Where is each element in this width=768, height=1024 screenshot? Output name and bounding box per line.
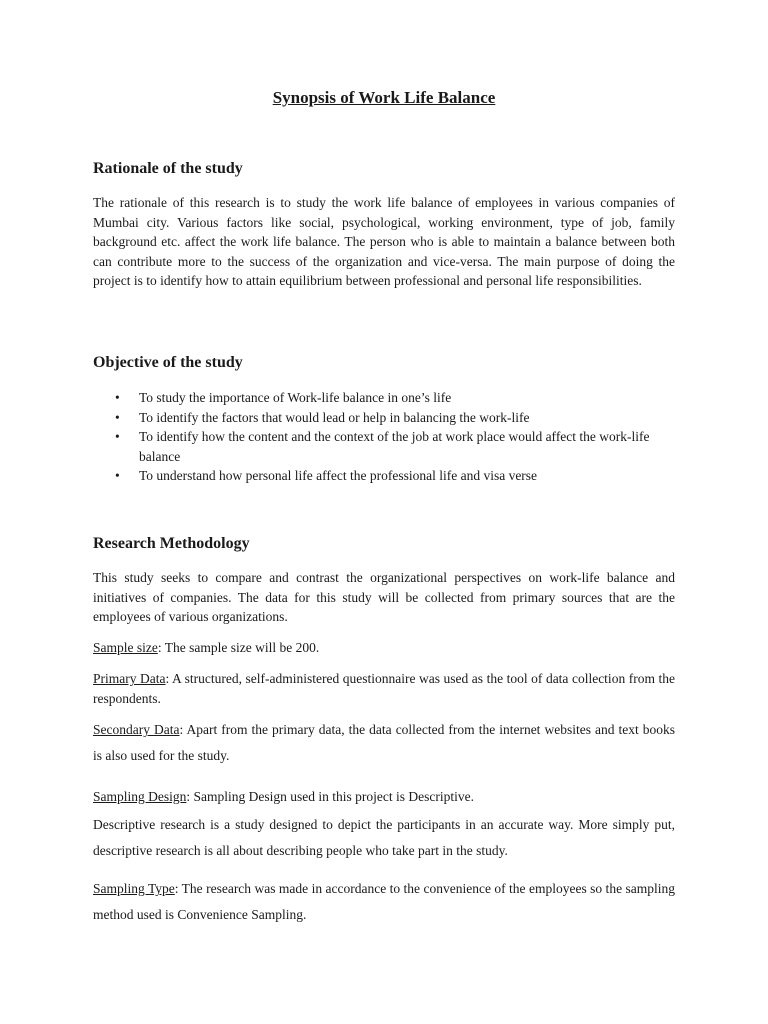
primary-data-label: Primary Data (93, 671, 166, 686)
objective-item-text: To identify the factors that would lead or help in balancing the work-life (139, 409, 530, 425)
descriptive-research-paragraph: Descriptive research is a study designed to depict the participants in an accurate way. More simply put, descriptive research is all about describing people who take part in the study. (93, 817, 675, 858)
sample-size-text: : The sample size will be 200. (157, 640, 320, 655)
rationale-paragraph: The rationale of this research is to study the work life balance of employees in various companies of Mumbai city. Various factors like social, psychological, working environment, type of job, family background etc. affect the work life balance. The person who is able to maintain a balance between both can contribute more to the success of the organization and vice-versa. The main purpose of doing the project is to identify how to attain equilibrium between professional and personal life responsibilities. (93, 195, 675, 288)
bullet-icon: • (115, 390, 120, 405)
sample-size-label: Sample size (93, 640, 158, 655)
secondary-data-text: : Apart from the primary data, the data collected from the internet websites and text books is also used for the study. (93, 722, 675, 763)
sampling-design-label: Sampling Design (93, 789, 187, 804)
secondary-data-paragraph (93, 717, 675, 769)
sampling-type-label: Sampling Type (93, 881, 175, 896)
document-title: Synopsis of Work Life Balance (272, 88, 496, 107)
rationale-heading: Rationale of the study (93, 160, 243, 177)
list-item (93, 408, 675, 428)
objective-heading: Objective of the study (93, 354, 243, 371)
objective-item-text: To study the importance of Work-life balance in one’s life (139, 390, 452, 405)
sampling-design-text: : Sampling Design used in this project is Descriptive. (186, 789, 474, 804)
primary-data-paragraph (93, 669, 675, 708)
primary-data-text: : A structured, self-administered questionnaire was used as the tool of data collection from the respondents. (93, 671, 675, 706)
objective-item-text: To understand how personal life affect the professional life and visa verse (139, 468, 538, 483)
secondary-data-label: Secondary Data (93, 722, 180, 737)
bullet-icon: • (115, 468, 120, 483)
list-item (93, 388, 675, 408)
bullet-icon: • (115, 429, 120, 444)
methodology-intro: This study seeks to compare and contrast the organizational perspectives on work-life balance and initiatives of companies. The data for this study will be collected from primary sources that are the employees of various organizations. (93, 570, 675, 624)
list-item (93, 466, 675, 486)
sampling-type-paragraph (93, 876, 675, 928)
methodology-heading: Research Methodology (93, 535, 250, 552)
list-item (93, 427, 675, 466)
sampling-type-text: : The research was made in accordance to the convenience of the employees so the sampling method used is Convenience Sampling. (93, 881, 675, 922)
sampling-design-paragraph (93, 787, 675, 807)
objective-list (93, 388, 675, 486)
bullet-icon: • (115, 409, 120, 425)
sample-size-paragraph (93, 638, 675, 658)
objective-item-text: To identify how the content and the context of the job at work place would affect the work-life balance (139, 429, 650, 464)
